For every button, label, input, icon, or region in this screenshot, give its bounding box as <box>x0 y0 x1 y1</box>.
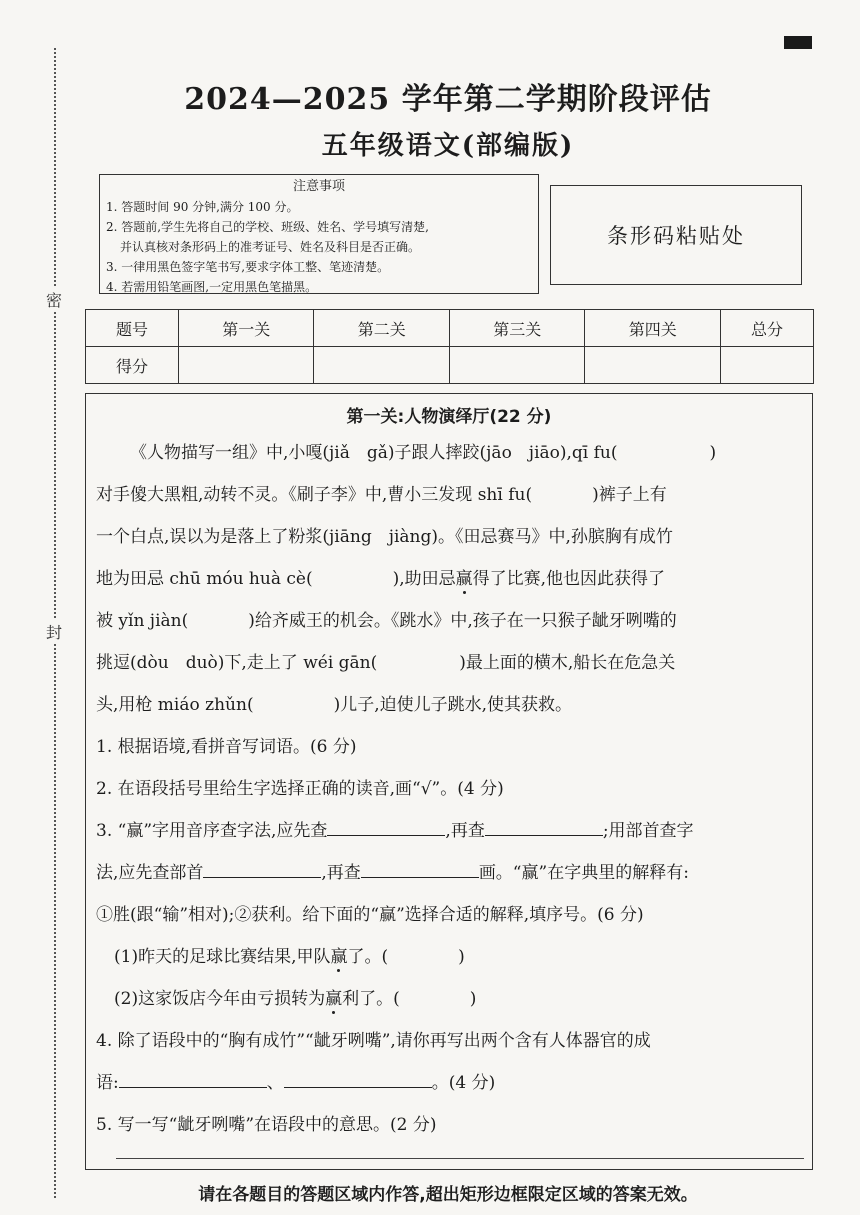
answer-blank[interactable] <box>203 859 321 878</box>
question-1: 1. 根据语境,看拼音写词语。(6 分) <box>96 737 357 757</box>
score-cell[interactable] <box>314 347 449 384</box>
passage-line: 地为田忌 chū móu huà cè( ),助田忌赢得了比赛,他也因此获得了 <box>96 569 666 589</box>
question-4: 4. 除了语段中的“胸有成竹”“龇牙咧嘴”,请你再写出两个含有人体器官的成 <box>96 1031 651 1051</box>
score-cell[interactable] <box>720 347 813 384</box>
score-cell[interactable] <box>585 347 720 384</box>
question-3-item-2: (2)这家饭店今年由亏损转为赢利了。( ) <box>114 989 477 1009</box>
header-cell: 第三关 <box>449 310 584 347</box>
score-table <box>85 309 814 384</box>
notice-title: 注意事项 <box>292 179 345 194</box>
barcode-box <box>550 185 802 285</box>
section-title: 第一关:人物演绎厅(22 分) <box>346 407 552 427</box>
answer-blank[interactable] <box>284 1069 432 1088</box>
answer-blank[interactable] <box>327 817 445 836</box>
notice-item-2: 2. 答题前,学生先将自己的学校、班级、姓名、学号填写清楚, <box>106 220 429 234</box>
passage-line: 被 yǐn jiàn( )给齐威王的机会。《跳水》中,孩子在一只猴子龇牙咧嘴的 <box>96 611 677 631</box>
question-2: 2. 在语段括号里给生字选择正确的读音,画“√”。(4 分) <box>96 779 504 799</box>
page-title: 2024—2025 学年第二学期阶段评估 <box>184 82 712 117</box>
passage-line: 一个白点,误以为是落上了粉浆(jiāng jiàng)。《田忌赛马》中,孙膑胸有成竹 <box>96 527 673 547</box>
answer-blank[interactable] <box>361 859 479 878</box>
question-3-line3: ①胜(跟“输”相对);②获利。给下面的“赢”选择合适的解释,填序号。(6 分) <box>96 905 644 925</box>
question-5: 5. 写一写“龇牙咧嘴”在语段中的意思。(2 分) <box>96 1115 437 1135</box>
binding-char-mi: 密 <box>46 288 62 311</box>
notice-item-2-cont: 并认真核对条形码上的准考证号、姓名及科目是否正确。 <box>120 240 421 254</box>
score-row-label: 得分 <box>86 347 179 384</box>
passage-line: 对手傻大黑粗,动转不灵。《刷子李》中,曹小三发现 shī fu( )裤子上有 <box>96 485 667 505</box>
answer-blank[interactable] <box>485 817 603 836</box>
header-cell: 总分 <box>720 310 813 347</box>
header-cell: 第二关 <box>314 310 449 347</box>
score-header-row <box>86 310 814 347</box>
page-subtitle: 五年级语文(部编版) <box>321 131 575 161</box>
question-3-item-1: (1)昨天的足球比赛结果,甲队赢了。( ) <box>114 947 465 967</box>
passage-line: 头,用枪 miáo zhǔn( )儿子,迫使儿子跳水,使其获救。 <box>96 695 573 715</box>
header-cell: 题号 <box>86 310 179 347</box>
header-cell: 第四关 <box>585 310 720 347</box>
notice-item-1: 1. 答题时间 90 分钟,满分 100 分。 <box>106 200 299 214</box>
score-cell[interactable] <box>449 347 584 384</box>
binding-char-feng: 封 <box>46 620 62 643</box>
question-4-line2: 语: 、 。(4 分) <box>96 1068 495 1093</box>
passage-line: 挑逗(dòu duò)下,走上了 wéi gān( )最上面的横木,船长在危急关 <box>96 653 676 673</box>
question-3: 3. “赢”字用音序查字法,应先查 ,再查 ;用部首查字 <box>96 816 694 841</box>
score-row <box>86 347 814 384</box>
answer-line[interactable] <box>116 1158 804 1159</box>
score-cell[interactable] <box>179 347 314 384</box>
answer-blank[interactable] <box>618 440 710 458</box>
notice-item-3: 3. 一律用黑色签字笔书写,要求字体工整、笔迹清楚。 <box>106 260 390 274</box>
barcode-label: 条形码粘贴处 <box>607 224 745 248</box>
footer-note: 请在各题目的答题区域内作答,超出矩形边框限定区域的答案无效。 <box>198 1185 698 1205</box>
section-1 <box>85 393 813 1170</box>
question-3-line2: 法,应先查部首 ,再查 画。“赢”在字典里的解释有: <box>96 858 689 883</box>
notice-box <box>99 174 539 294</box>
passage-line: 《人物描写一组》中,小嘎(jiǎ gǎ)子跟人摔跤(jāo jiāo),qī fu( ) <box>96 438 716 463</box>
notice-item-4: 4. 若需用铅笔画图,一定用黑色笔描黑。 <box>106 280 318 294</box>
corner-mark <box>784 36 812 49</box>
header-cell: 第一关 <box>179 310 314 347</box>
answer-blank[interactable] <box>119 1069 267 1088</box>
